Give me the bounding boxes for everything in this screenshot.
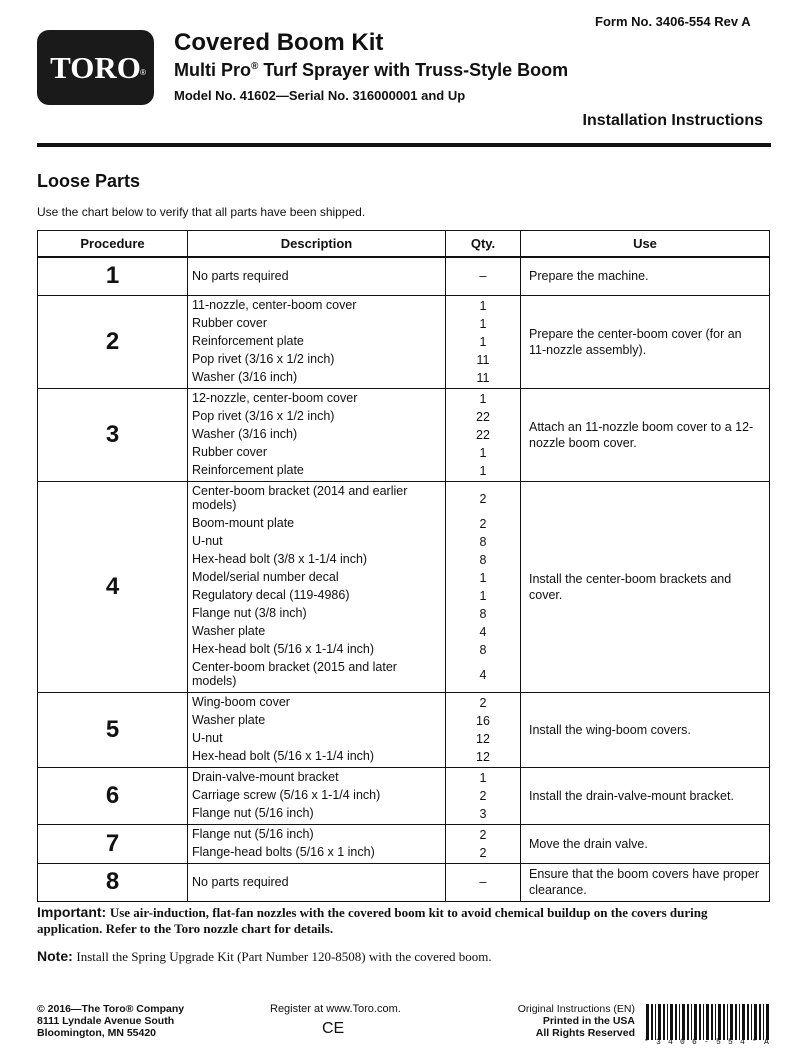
part-description: Boom-mount plate bbox=[192, 515, 295, 530]
table-row bbox=[38, 767, 770, 824]
part-qty: 2 bbox=[479, 695, 487, 710]
part-qty: 12 bbox=[476, 731, 490, 746]
section-heading: Loose Parts bbox=[37, 171, 141, 191]
qty-cell bbox=[446, 824, 521, 863]
section-intro: Use the chart below to verify that all parts have been shipped. bbox=[37, 205, 366, 219]
qty-cell bbox=[446, 767, 521, 824]
important-text: Use air-induction, flat-fan nozzles with the covered boom kit to avoid chemical buildup on the covers during application. Refer to the Toro nozzle chart for details. bbox=[37, 905, 708, 936]
part-qty: 1 bbox=[479, 588, 487, 603]
footer-address-2: Bloomington, MN 55420 bbox=[37, 1027, 157, 1039]
part-qty: 1 bbox=[479, 334, 487, 349]
part-qty: 2 bbox=[479, 827, 487, 842]
table-row bbox=[38, 257, 770, 295]
part-description: Hex-head bolt (3/8 x 1-1/4 inch) bbox=[192, 551, 368, 566]
table-body bbox=[38, 257, 770, 901]
part-qty: 1 bbox=[479, 770, 487, 785]
part-qty: 1 bbox=[479, 391, 487, 406]
part-qty: 8 bbox=[479, 534, 487, 549]
use-cell: Prepare the center-boom cover (for an 11-nozzle assembly). bbox=[521, 295, 770, 388]
loose-parts-table bbox=[37, 230, 770, 902]
description-cell bbox=[188, 692, 446, 767]
table-row bbox=[38, 692, 770, 767]
procedure-number: 3 bbox=[38, 388, 188, 481]
part-description: Washer (3/16 inch) bbox=[192, 426, 298, 441]
description-cell bbox=[188, 295, 446, 388]
part-qty: 11 bbox=[476, 352, 490, 367]
part-qty: 1 bbox=[479, 298, 487, 313]
part-qty: 1 bbox=[479, 570, 487, 585]
part-qty: 4 bbox=[479, 667, 487, 682]
part-description: Washer plate bbox=[192, 623, 266, 638]
part-description: 11-nozzle, center-boom cover bbox=[192, 297, 357, 312]
qty-cell bbox=[446, 692, 521, 767]
procedure-number: 1 bbox=[38, 257, 188, 295]
part-description: Rubber cover bbox=[192, 444, 268, 459]
part-qty: 22 bbox=[476, 427, 490, 442]
part-description: Flange-head bolts (5/16 x 1 inch) bbox=[192, 844, 375, 859]
use-cell: Move the drain valve. bbox=[521, 824, 770, 863]
part-description: Pop rivet (3/16 x 1/2 inch) bbox=[192, 408, 335, 423]
description-cell bbox=[188, 824, 446, 863]
part-description: U-nut bbox=[192, 730, 223, 745]
description-cell bbox=[188, 257, 446, 295]
part-qty: 4 bbox=[479, 624, 487, 639]
part-description: Flange nut (3/8 inch) bbox=[192, 605, 307, 620]
part-description: Pop rivet (3/16 x 1/2 inch) bbox=[192, 351, 335, 366]
document-subtitle bbox=[174, 60, 568, 81]
qty-cell bbox=[446, 863, 521, 901]
procedure-number: 8 bbox=[38, 863, 188, 901]
logo-text: TORO bbox=[50, 49, 141, 85]
part-qty: 11 bbox=[476, 370, 490, 385]
part-description: 12-nozzle, center-boom cover bbox=[192, 390, 358, 405]
procedure-number: 4 bbox=[38, 481, 188, 692]
use-cell: Install the center-boom brackets and cover. bbox=[521, 481, 770, 692]
description-cell bbox=[188, 863, 446, 901]
table-row bbox=[38, 295, 770, 388]
part-description: Center-boom bracket (2015 and later models) bbox=[192, 659, 397, 688]
part-description: Model/serial number decal bbox=[192, 569, 339, 584]
part-description: Hex-head bolt (5/16 x 1-1/4 inch) bbox=[192, 748, 375, 763]
procedure-number: 7 bbox=[38, 824, 188, 863]
part-description: Rubber cover bbox=[192, 315, 268, 330]
procedure-number: 2 bbox=[38, 295, 188, 388]
important-label: Important: bbox=[37, 904, 107, 920]
part-description: Center-boom bracket (2014 and earlier models) bbox=[192, 483, 408, 512]
part-qty: 3 bbox=[479, 806, 487, 821]
part-qty: 2 bbox=[479, 516, 487, 531]
part-qty: 2 bbox=[479, 491, 487, 506]
part-description: Wing-boom cover bbox=[192, 694, 290, 709]
part-qty: 1 bbox=[479, 463, 487, 478]
qty-cell bbox=[446, 388, 521, 481]
description-cell bbox=[188, 767, 446, 824]
part-description: No parts required bbox=[192, 875, 289, 889]
logo-registered-mark: ® bbox=[140, 68, 146, 77]
header-divider bbox=[37, 143, 771, 147]
description-cell bbox=[188, 481, 446, 692]
part-qty: – bbox=[479, 875, 487, 889]
table-row bbox=[38, 388, 770, 481]
part-description: Reinforcement plate bbox=[192, 333, 304, 348]
part-description: Washer (3/16 inch) bbox=[192, 369, 298, 384]
table-row bbox=[38, 863, 770, 901]
part-description: Flange nut (5/16 inch) bbox=[192, 805, 314, 820]
footer-print-info bbox=[480, 1003, 635, 1039]
part-description: Reinforcement plate bbox=[192, 462, 304, 477]
barcode-text: * 3 4 0 6 - 5 5 4 * A bbox=[644, 1038, 771, 1047]
important-notice bbox=[37, 904, 767, 937]
subtitle-registered-mark: ® bbox=[251, 61, 259, 72]
footer-register: Register at www.Toro.com. bbox=[270, 1003, 401, 1015]
table-row bbox=[38, 481, 770, 692]
footer-address-1: 8111 Lyndale Avenue South bbox=[37, 1015, 175, 1027]
part-description: U-nut bbox=[192, 533, 223, 548]
header-procedure: Procedure bbox=[38, 231, 188, 258]
note-text: Install the Spring Upgrade Kit (Part Number 120-8508) with the covered boom. bbox=[76, 949, 492, 964]
form-number: Form No. 3406-554 Rev A bbox=[595, 14, 751, 29]
part-description: Regulatory decal (119-4986) bbox=[192, 587, 350, 602]
use-cell: Attach an 11-nozzle boom cover to a 12-nozzle boom cover. bbox=[521, 388, 770, 481]
ce-mark-icon: CE bbox=[322, 1020, 345, 1037]
part-qty: 1 bbox=[479, 316, 487, 331]
footer-company bbox=[37, 1003, 184, 1039]
description-cell bbox=[188, 388, 446, 481]
part-qty: 1 bbox=[479, 445, 487, 460]
note bbox=[37, 948, 767, 965]
part-description: Flange nut (5/16 inch) bbox=[192, 826, 314, 841]
use-cell: Prepare the machine. bbox=[521, 257, 770, 295]
subtitle-rest: Turf Sprayer with Truss-Style Boom bbox=[258, 60, 569, 80]
model-serial: Model No. 41602—Serial No. 316000001 and Up bbox=[174, 88, 466, 103]
part-qty: 8 bbox=[479, 552, 487, 567]
part-qty: 16 bbox=[476, 713, 490, 728]
part-qty: 8 bbox=[479, 642, 487, 657]
part-description: Carriage screw (5/16 x 1-1/4 inch) bbox=[192, 787, 381, 802]
footer-copyright: © 2016—The Toro® Company bbox=[37, 1003, 185, 1015]
header-description: Description bbox=[188, 231, 446, 258]
part-qty: 2 bbox=[479, 788, 487, 803]
part-qty: 12 bbox=[476, 749, 490, 764]
subtitle-product: Multi Pro bbox=[174, 60, 251, 80]
use-cell: Ensure that the boom covers have proper clearance. bbox=[521, 863, 770, 901]
footer-rights: All Rights Reserved bbox=[535, 1027, 635, 1039]
qty-cell bbox=[446, 295, 521, 388]
header-use: Use bbox=[521, 231, 770, 258]
part-description: Washer plate bbox=[192, 712, 266, 727]
use-cell: Install the wing-boom covers. bbox=[521, 692, 770, 767]
part-qty: – bbox=[479, 269, 487, 284]
table-row bbox=[38, 824, 770, 863]
use-cell: Install the drain-valve-mount bracket. bbox=[521, 767, 770, 824]
procedure-number: 6 bbox=[38, 767, 188, 824]
part-description: No parts required bbox=[192, 269, 289, 284]
footer-printed: Printed in the USA bbox=[542, 1015, 635, 1027]
part-qty: 22 bbox=[476, 409, 490, 424]
part-qty: 8 bbox=[479, 606, 487, 621]
header-qty: Qty. bbox=[446, 231, 521, 258]
part-description: Hex-head bolt (5/16 x 1-1/4 inch) bbox=[192, 641, 375, 656]
toro-logo bbox=[37, 30, 154, 105]
note-label: Note: bbox=[37, 948, 73, 964]
document-type: Installation Instructions bbox=[582, 112, 763, 129]
part-description: Drain-valve-mount bracket bbox=[192, 769, 339, 784]
qty-cell bbox=[446, 257, 521, 295]
table-header-row bbox=[38, 231, 770, 258]
footer-original: Original Instructions (EN) bbox=[517, 1003, 635, 1015]
part-qty: 2 bbox=[479, 845, 487, 860]
qty-cell bbox=[446, 481, 521, 692]
procedure-number: 5 bbox=[38, 692, 188, 767]
document-title: Covered Boom Kit bbox=[174, 29, 384, 56]
barcode-icon bbox=[646, 1004, 770, 1040]
